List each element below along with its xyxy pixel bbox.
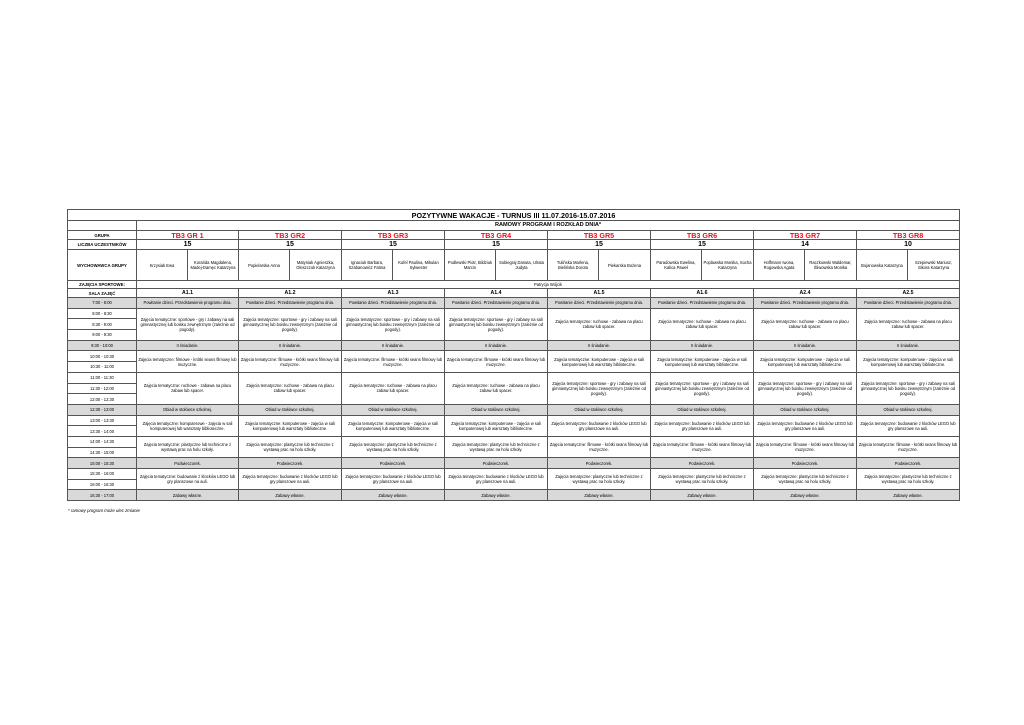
time-slot: 14:30 - 15:00 [68, 447, 137, 458]
teacher-cell: Hoffmann Iwona, Rogowska Agata [754, 250, 805, 281]
room-cell: A1.2 [239, 289, 342, 298]
activity-cell: Zajęcia tematyczne: komputerowe - zajęcia w sali komputerowej lub warsztaty biblioteczne. [857, 351, 960, 372]
activity-cell: Powitanie dzieci. Przedstawienie programu dnia. [548, 298, 651, 309]
activity-cell: Podwieczorek. [754, 458, 857, 469]
activity-cell: Podwieczorek. [342, 458, 445, 469]
activity-cell: Zajęcia tematyczne: ruchowe - zabawa na placu zabaw lub spacer. [548, 308, 651, 340]
activity-cell: Obiad w stołówce szkolnej. [857, 404, 960, 415]
activity-cell: II śniadanie. [754, 340, 857, 351]
activity-cell: Zajęcia tematyczne: plastyczne lub techniczne z wystawą prac na holu szkoły. [342, 436, 445, 457]
activity-cell: Zajęcia tematyczne: plastyczne lub techniczne z wystawą prac na holu szkoły. [445, 436, 548, 457]
activity-cell: Zajęcia tematyczne: plastyczne lub techniczne z wystawą prac na holu szkoły. [651, 469, 754, 490]
activity-cell: Zajęcia tematyczne: sportowe - gry i zabawy na sali gimnastycznej lub boisku zewnętrznym (zależnie od pogody). [857, 372, 960, 404]
time-slot: 11:00 - 11:30 [68, 372, 137, 383]
activity-cell: Zajęcia tematyczne: komputerowe - zajęcia w sali komputerowej lub warsztaty biblioteczne. [239, 415, 342, 436]
time-slot: 12:00 - 12:30 [68, 394, 137, 405]
participant-count: 15 [239, 240, 342, 250]
room-cell: A2.5 [857, 289, 960, 298]
participant-count: 14 [754, 240, 857, 250]
time-slot: 15:30 - 16:00 [68, 469, 137, 480]
activity-cell: Zajęcia tematyczne: komputerowe - zajęcia w sali komputerowej lub warsztaty biblioteczne. [137, 415, 239, 436]
activity-cell: Zabawy własne. [137, 490, 239, 501]
activity-cell: Zajęcia tematyczne: budowanie z klocków LEGO lub gry planszowe na auli. [137, 469, 239, 490]
activity-cell: Obiad w stołówce szkolnej. [342, 404, 445, 415]
time-slot: 9:30 - 10:00 [68, 340, 137, 351]
activity-cell: Zabawy własne. [445, 490, 548, 501]
teacher-cell: Krzysiak Ewa [137, 250, 188, 281]
activity-cell: Zajęcia tematyczne: budowanie z klocków LEGO lub gry planszowe na auli. [239, 469, 342, 490]
activity-cell: Zajęcia tematyczne: sportowe - gry i zabawy na sali gimnastycznej lub boisku zewnętrznym (zależnie od pogody). [754, 372, 857, 404]
activity-cell: Zajęcia tematyczne: komputerowe - zajęcia w sali komputerowej lub warsztaty biblioteczne. [342, 415, 445, 436]
activity-cell: Zajęcia tematyczne: filmowe - krótki seans filmowy lub muzyczne. [445, 351, 548, 372]
activity-cell: Zajęcia tematyczne: ruchowe - zabawa na placu zabaw lub spacer. [342, 372, 445, 404]
activity-cell: Zajęcia tematyczne: komputerowe - zajęcia w sali komputerowej lub warsztaty biblioteczne. [548, 351, 651, 372]
activity-cell: Obiad w stołówce szkolnej. [239, 404, 342, 415]
activity-cell: Zajęcia tematyczne: plastyczne lub techniczne z wystawą prac na holu szkoły. [754, 469, 857, 490]
activity-cell: Podwieczorek. [548, 458, 651, 469]
activity-cell: Zajęcia tematyczne: sportowe - gry i zabawy na sali gimnastycznej lub boisku zewnętrznym (zależnie od pogody). [445, 308, 548, 340]
room-cell: A1.3 [342, 289, 445, 298]
activity-cell: Zajęcia tematyczne: budowanie z klocków LEGO lub gry planszowe na auli. [754, 415, 857, 436]
group-name: TB3 GR7 [754, 231, 857, 240]
page-title: POZYTYWNE WAKACJE - TURNUS III 11.07.2016-15.07.2016 [68, 210, 960, 221]
activity-cell: Zajęcia tematyczne: plastyczne lub techniczne z wystawą prac na holu szkoły. [137, 436, 239, 457]
participant-count: 15 [137, 240, 239, 250]
teacher-cell: Popielarska Anna [239, 250, 290, 281]
activity-cell: Zajęcia tematyczne: budowanie z klocków LEGO lub gry planszowe na auli. [651, 415, 754, 436]
teacher-cell: Szepiewski Mariusz, Sikora Katarzyna [908, 250, 960, 281]
activity-cell: II śniadanie. [137, 340, 239, 351]
time-slot: 16:30 - 17:00 [68, 490, 137, 501]
activity-cell: Zajęcia tematyczne: filmowe - krótki seans filmowy lub muzyczne. [548, 436, 651, 457]
time-slot: 11:30 - 12:00 [68, 383, 137, 394]
activity-cell: Zajęcia tematyczne: filmowe - krótki seans filmowy lub muzyczne. [857, 436, 960, 457]
teacher-cell: Poplawska Monika, Socha Katarzyna [702, 250, 754, 281]
teacher-cell: Korańda Magdalena, Madej-Damęc Katarzyna [188, 250, 239, 281]
time-slot: 14:00 - 14:30 [68, 436, 137, 447]
activity-cell: Zajęcia tematyczne: plastyczne lub techniczne z wystawą prac na holu szkoły. [857, 469, 960, 490]
room-cell: A1.4 [445, 289, 548, 298]
room-cell: A2.4 [754, 289, 857, 298]
activity-cell: II śniadanie. [857, 340, 960, 351]
activity-cell: Zabawy własne. [239, 490, 342, 501]
label-wychowawca: WYCHOWAWCA GRUPY [68, 250, 137, 281]
time-slot: 13:30 - 14:00 [68, 426, 137, 437]
activity-cell: II śniadanie. [651, 340, 754, 351]
activity-cell: Zajęcia tematyczne: budowanie z klocków LEGO lub gry planszowe na auli. [445, 469, 548, 490]
teacher-cell: Podlewski Piotr, Bildziuk Marcin [445, 250, 496, 281]
activity-cell: Podwieczorek. [137, 458, 239, 469]
activity-cell: Obiad w stołówce szkolnej. [754, 404, 857, 415]
activity-cell: Obiad w stołówce szkolnej. [137, 404, 239, 415]
activity-cell: Podwieczorek. [857, 458, 960, 469]
label-liczba: LICZBA UCZESTNIKÓW [68, 240, 137, 250]
activity-cell: Zajęcia tematyczne: komputerowe - zajęcia w sali komputerowej lub warsztaty biblioteczne. [651, 351, 754, 372]
activity-cell: Powitanie dzieci. Przedstawienie programu dnia. [651, 298, 754, 309]
room-cell: A1.6 [651, 289, 754, 298]
participant-count: 15 [445, 240, 548, 250]
activity-cell: Zajęcia tematyczne: ruchowe - zabawa na placu zabaw lub spacer. [445, 372, 548, 404]
group-name: TB3 GR6 [651, 231, 754, 240]
time-slot: 15:00 - 15:30 [68, 458, 137, 469]
activity-cell: Zajęcia tematyczne: filmowe - krótki seans filmowy lub muzyczne. [754, 436, 857, 457]
time-slot: 9:00 - 9:30 [68, 330, 137, 341]
activity-cell: Podwieczorek. [445, 458, 548, 469]
activity-cell: Zajęcia tematyczne: sportowe - gry i zabawy na sali gimnastycznej lub boisku zewnętrznym (zależnie od pogody). [137, 308, 239, 340]
participant-count: 10 [857, 240, 960, 250]
teacher-cell: Kufel Paulina, Mikulan Sylwester [393, 250, 445, 281]
time-slot: 10:30 - 11:00 [68, 362, 137, 373]
activity-cell: Zajęcia tematyczne: ruchowe - zabawa na placu zabaw lub spacer. [239, 372, 342, 404]
label-zajecia: ZAJĘCIA SPORTOWE: [68, 281, 137, 289]
activity-cell: Powitanie dzieci. Przedstawienie programu dnia. [445, 298, 548, 309]
time-slot: 16:00 - 16:30 [68, 479, 137, 490]
group-name: TB3 GR5 [548, 231, 651, 240]
activity-cell: Zajęcia tematyczne: ruchowe - zabawa na placu zabaw lub spacer. [137, 372, 239, 404]
activity-cell: Zajęcia tematyczne: budowanie z klocków LEGO lub gry planszowe na auli. [548, 415, 651, 436]
activity-cell: Powitanie dzieci. Przedstawienie programu dnia. [239, 298, 342, 309]
activity-cell: Zabawy własne. [548, 490, 651, 501]
activity-cell: Zabawy własne. [651, 490, 754, 501]
activity-cell: Zabawy własne. [342, 490, 445, 501]
activity-cell: Zajęcia tematyczne: filmowe - krótki seans filmowy lub muzyczne. [239, 351, 342, 372]
teacher-cell: Piekarska Bożena [599, 250, 651, 281]
teacher-cell: Tulińska Marlena, Bielińska Dorota [548, 250, 599, 281]
activity-cell: Podwieczorek. [239, 458, 342, 469]
time-slot: 7:00 - 8:00 [68, 298, 137, 309]
time-slot: 8:00 - 8:30 [68, 308, 137, 319]
time-slot: 10:00 - 10:30 [68, 351, 137, 362]
activity-cell: Zajęcia tematyczne: filmowe - krótki seans filmowy lub muzyczne. [651, 436, 754, 457]
activity-cell: Zajęcia tematyczne: komputerowe - zajęcia w sali komputerowej lub warsztaty biblioteczne. [445, 415, 548, 436]
activity-cell: II śniadanie. [239, 340, 342, 351]
teacher-cell: Bojanowska Katarzyna [857, 250, 908, 281]
activity-cell: Zajęcia tematyczne: plastyczne lub techniczne z wystawą prac na holu szkoły. [548, 469, 651, 490]
time-slot: 12:30 - 13:00 [68, 404, 137, 415]
activity-cell: Zajęcia tematyczne: ruchowe - zabawa na placu zabaw lub spacer. [754, 308, 857, 340]
group-name: TB3 GR3 [342, 231, 445, 240]
participant-count: 15 [651, 240, 754, 250]
teacher-cell: Paradowska Ewelina, Kalica Paweł [651, 250, 702, 281]
activity-cell: Powitanie dzieci. Przedstawienie programu dnia. [857, 298, 960, 309]
activity-cell: II śniadanie. [548, 340, 651, 351]
activity-cell: Obiad w stołówce szkolnej. [548, 404, 651, 415]
activity-cell: Zajęcia tematyczne: sportowe - gry i zabawy na sali gimnastycznej lub boisku zewnętrznym (zależnie od pogody). [342, 308, 445, 340]
time-slot: 8:30 - 9:00 [68, 319, 137, 330]
group-name: TB3 GR8 [857, 231, 960, 240]
activity-cell: Zajęcia tematyczne: sportowe - gry i zabawy na sali gimnastycznej lub boisku zewnętrznym (zależnie od pogody). [651, 372, 754, 404]
activity-cell: Zajęcia tematyczne: filmowe - krótki seans filmowy lub muzyczne. [342, 351, 445, 372]
activity-cell: II śniadanie. [342, 340, 445, 351]
activity-cell: Zabawy własne. [857, 490, 960, 501]
activity-cell: Zajęcia tematyczne: budowanie z klocków LEGO lub gry planszowe na auli. [857, 415, 960, 436]
teacher-cell: Ignaciuk Barbara, Szabanowicz Fatma [342, 250, 393, 281]
activity-cell: Obiad w stołówce szkolnej. [445, 404, 548, 415]
activity-cell: Obiad w stołówce szkolnej. [651, 404, 754, 415]
activity-cell: Zajęcia tematyczne: komputerowe - zajęcia w sali komputerowej lub warsztaty biblioteczne. [754, 351, 857, 372]
label-sala: SALA ZAJĘĆ [68, 289, 137, 298]
activity-cell: Zajęcia tematyczne: ruchowe - zabawa na placu zabaw lub spacer. [651, 308, 754, 340]
schedule-table [67, 209, 960, 501]
page-subtitle: RAMOWY PROGRAM I ROZKŁAD DNIA* [137, 221, 960, 231]
activity-cell: Zajęcia tematyczne: sportowe - gry i zabawy na sali gimnastycznej lub boisku zewnętrznym (zależnie od pogody). [239, 308, 342, 340]
activity-cell: Zajęcia tematyczne: ruchowe - zabawa na placu zabaw lub spacer. [857, 308, 960, 340]
activity-cell: Powitanie dzieci. Przedstawienie programu dnia. [137, 298, 239, 309]
activity-cell: Powitanie dzieci. Przedstawienie programu dnia. [342, 298, 445, 309]
footnote: * ramowy program może ulec zmianie [68, 508, 140, 513]
time-slot: 13:00 - 13:30 [68, 415, 137, 426]
group-name: TB3 GR 1 [137, 231, 239, 240]
teacher-cell: Sobiegraj Danuta, Ulrata Judyta [496, 250, 548, 281]
participant-count: 15 [342, 240, 445, 250]
activity-cell: Zajęcia tematyczne: sportowe - gry i zabawy na sali gimnastycznej lub boisku zewnętrznym (zależnie od pogody). [548, 372, 651, 404]
participant-count: 15 [548, 240, 651, 250]
teacher-cell: Raczkowski Waldemar, Śliwowska Monika [805, 250, 857, 281]
activity-cell: Zajęcia tematyczne: plastyczne lub techniczne z wystawą prac na holu szkoły. [239, 436, 342, 457]
activity-cell: Zabawy własne. [754, 490, 857, 501]
group-name: TB3 GR4 [445, 231, 548, 240]
sport-instructor: Patrycja Wójcik [137, 281, 960, 289]
room-cell: A1.1 [137, 289, 239, 298]
label-grupa: GRUPA [68, 231, 137, 240]
activity-cell: Zajęcia tematyczne: budowanie z klocków LEGO lub gry planszowe na auli. [342, 469, 445, 490]
activity-cell: Podwieczorek. [651, 458, 754, 469]
activity-cell: Powitanie dzieci. Przedstawienie programu dnia. [754, 298, 857, 309]
activity-cell: Zajęcia tematyczne: filmowe - krótki seans filmowy lub muzyczne. [137, 351, 239, 372]
activity-cell: II śniadanie. [445, 340, 548, 351]
teacher-cell: Matyniak Agnieszka, Oleszczuk Katarzyna [290, 250, 342, 281]
room-cell: A1.5 [548, 289, 651, 298]
group-name: TB3 GR2 [239, 231, 342, 240]
